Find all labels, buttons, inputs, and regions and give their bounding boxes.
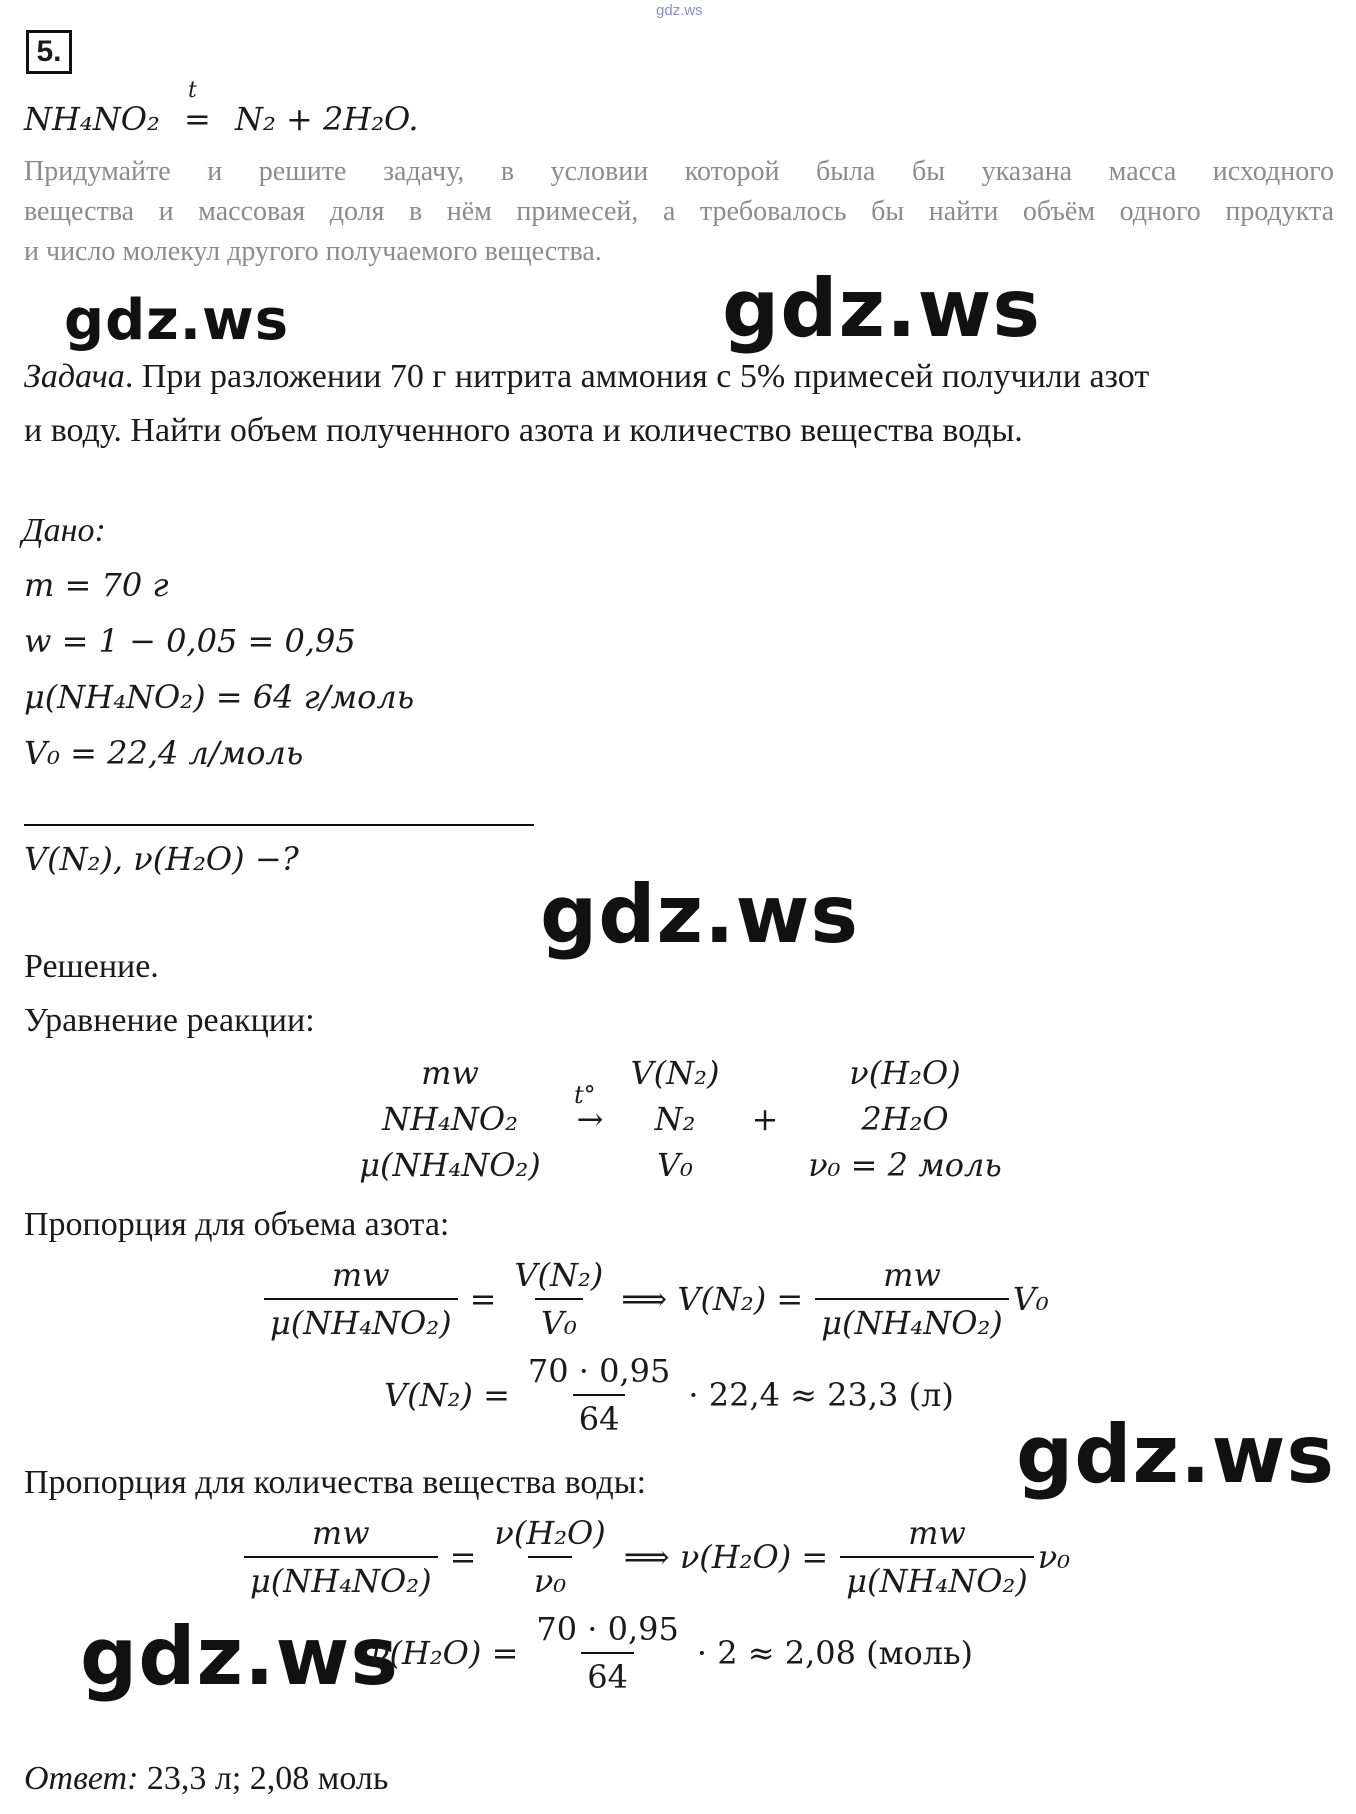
answer-value: 23,3 л; 2,08 моль — [138, 1760, 389, 1797]
reaction-condition: t — [187, 78, 197, 103]
water-label: Пропорция для количества вещества воды: — [24, 1464, 647, 1501]
fraction-numerator: 70 · 0,95 — [536, 1610, 679, 1648]
fraction-tail: ν₀ — [1037, 1538, 1071, 1576]
task-number: 5. — [36, 35, 62, 68]
fraction-numerator: mw — [908, 1514, 966, 1552]
nitrogen-proportion: $\frac{mw}{\text{μ(NH₄NO₂)}}$ = $\frac{\text{V(N₂)}}{\text{V₀}}$ ⟹ V(N₂) = $\frac{mw}{\text{μ(NH₄NO₂)}}$ V₀ — [264, 1256, 1049, 1342]
given-item: m = 70 г — [24, 566, 169, 604]
scheme-cell: mw — [421, 1054, 479, 1092]
reaction-reactant: NH₄NO₂ — [24, 100, 160, 138]
answer — [24, 1760, 388, 1798]
problem-line-2: и воду. Найти объем полученного азота и количество вещества воды. — [24, 412, 1023, 449]
scheme-cell: V₀ — [657, 1146, 693, 1184]
fraction-denominator: μ(NH₄NO₂) — [244, 1556, 438, 1600]
reaction-scheme — [340, 1050, 1010, 1188]
watermark: gdz.ws — [722, 262, 1042, 355]
reaction-sign: = — [183, 100, 211, 138]
watermark: gdz.ws — [80, 1610, 400, 1703]
prompt-text — [24, 152, 1334, 272]
scheme-cell: V(N₂) — [630, 1054, 720, 1092]
prompt-line: Придумайте и решите задачу, в условии которой была бы указана масса исходного — [24, 156, 1334, 187]
fraction-denominator: 64 — [581, 1652, 634, 1696]
problem-line-1: . При разложении 70 г нитрита аммония с 5% примесей получили азот — [124, 358, 1150, 395]
scheme-cell: 2H₂O — [861, 1100, 949, 1138]
scheme-cell: ν₀ = 2 моль — [808, 1146, 1002, 1184]
header-site-label: gdz.ws — [656, 2, 703, 19]
fraction-numerator: mw — [883, 1256, 941, 1294]
calc-lhs: ν(H₂O) = — [370, 1634, 519, 1672]
given-item: V₀ = 22,4 л/моль — [24, 734, 304, 772]
fraction-denominator: μ(NH₄NO₂) — [840, 1556, 1034, 1600]
problem-label: Задача — [24, 358, 125, 395]
fraction-denominator: μ(NH₄NO₂) — [815, 1298, 1009, 1342]
given-item: w = 1 − 0,05 = 0,95 — [24, 622, 356, 660]
implication: ⟹ V(N₂) = — [621, 1280, 804, 1318]
fraction-denominator: V₀ — [535, 1298, 583, 1342]
fraction-tail: V₀ — [1012, 1280, 1049, 1318]
scheme-plus: + — [751, 1100, 779, 1138]
watermark: gdz.ws — [1016, 1408, 1336, 1501]
scheme-cell: ν(H₂O) — [849, 1054, 961, 1092]
water-proportion: $\frac{mw}{\text{μ(NH₄NO₂)}}$ = $\frac{\text{ν(H₂O)}}{\text{ν₀}}$ ⟹ ν(H₂O) = $\frac{mw}{\text{μ(NH₄NO₂)}}$ ν₀ — [244, 1514, 1070, 1600]
watermark: gdz.ws — [64, 288, 290, 353]
nitrogen-label: Пропорция для объема азота: — [24, 1206, 450, 1243]
scheme-arrow: → — [576, 1100, 604, 1138]
water-calculation — [370, 1610, 973, 1696]
solution-label: Решение. — [24, 948, 159, 985]
calc-lhs: V(N₂) = — [384, 1376, 510, 1414]
calc-result: · 2 ≈ 2,08 (моль) — [696, 1634, 974, 1672]
equation-label: Уравнение реакции: — [24, 1002, 315, 1039]
nitrogen-calculation — [384, 1352, 954, 1438]
scheme-cell: NH₄NO₂ — [382, 1100, 518, 1138]
answer-label: Ответ: — [24, 1760, 139, 1797]
fraction-numerator: 70 · 0,95 — [527, 1352, 671, 1390]
prompt-line: и число молекул другого получаемого вещества. — [24, 236, 602, 267]
fraction-numerator: mw — [311, 1514, 370, 1552]
scheme-cell: N₂ — [654, 1100, 696, 1138]
given-item: μ(NH₄NO₂) = 64 г/моль — [24, 678, 415, 716]
watermark: gdz.ws — [540, 868, 860, 961]
fraction-denominator: μ(NH₄NO₂) — [264, 1298, 458, 1342]
scheme-cell: μ(NH₄NO₂) — [359, 1146, 541, 1184]
given-divider — [24, 824, 534, 826]
prompt-line: вещества и массовая доля в нём примесей, а требовалось бы найти объём одного продукта — [24, 196, 1334, 227]
fraction-numerator: mw — [331, 1256, 390, 1294]
fraction-numerator: V(N₂) — [514, 1256, 604, 1294]
task-number-box — [26, 30, 72, 74]
reaction-products: N₂ + 2H₂O. — [234, 100, 419, 138]
given-label: Дано: — [22, 512, 106, 549]
reaction-equation — [24, 78, 419, 138]
calc-result: · 22,4 ≈ 23,3 (л) — [688, 1376, 954, 1414]
fraction-numerator: ν(H₂O) — [494, 1514, 606, 1552]
problem-statement — [24, 350, 1149, 458]
scheme-condition: t° — [574, 1081, 596, 1109]
implication: ⟹ ν(H₂O) = — [623, 1538, 829, 1576]
fraction-denominator: 64 — [573, 1394, 626, 1438]
fraction-denominator: ν₀ — [528, 1556, 572, 1600]
find-item: V(N₂), ν(H₂O) −? — [24, 840, 299, 878]
